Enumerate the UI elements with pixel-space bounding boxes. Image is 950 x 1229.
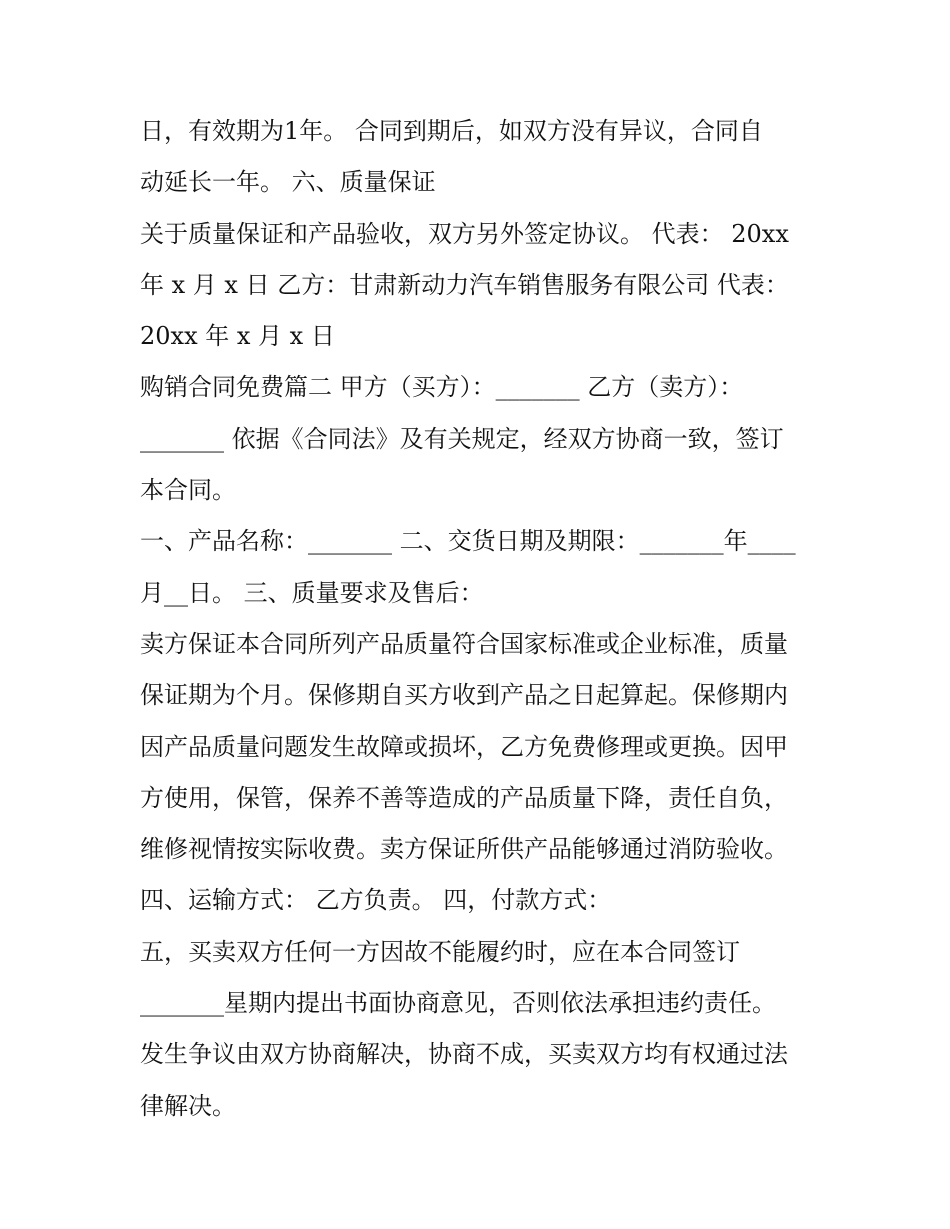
text-line: 关于质量保证和产品验收，双方另外签定协议。 代表： 20xx bbox=[140, 219, 789, 248]
text-line: _______星期内提出书面协商意见，否则依法承担违约责任。 bbox=[140, 989, 776, 1018]
text-line: 维修视情按实际收费。卖方保证所供产品能够通过消防验收。 bbox=[140, 835, 788, 864]
text-line: 律解决。 bbox=[140, 1091, 236, 1120]
text-line: 动延长一年。 六、质量保证 bbox=[140, 168, 436, 197]
text-line: 四、运输方式： 乙方负责。 四，付款方式： bbox=[140, 886, 612, 915]
document-body bbox=[140, 106, 820, 1132]
text-line: 购销合同免费篇二 甲方（买方）：_______ 乙方（卖方）： bbox=[140, 373, 744, 402]
text-line: _______ 依据《合同法》及有关规定，经双方协商一致，签订 bbox=[140, 424, 784, 453]
text-line: 年 x 月 x 日 乙方：甘肃新动力汽车销售服务有限公司 代表： bbox=[140, 270, 789, 299]
text-line: 本合同。 bbox=[140, 476, 236, 505]
text-line: 月__日。 三、质量要求及售后： bbox=[140, 578, 484, 607]
text-line: 卖方保证本合同所列产品质量符合国家标准或企业标准，质量 bbox=[140, 629, 788, 658]
text-line: 因产品质量问题发生故障或损坏，乙方免费修理或更换。因甲 bbox=[140, 732, 788, 761]
text-line: 发生争议由双方协商解决，协商不成，买卖双方均有权通过法 bbox=[140, 1040, 788, 1069]
text-line: 20xx 年 x 月 x 日 bbox=[140, 322, 335, 351]
text-line: 日，有效期为1年。 合同到期后，如双方没有异议，合同自 bbox=[140, 117, 763, 145]
text-line: 一、产品名称：_______ 二、交货日期及期限：_______年____ bbox=[140, 527, 796, 556]
text-line: 方使用，保管，保养不善等造成的产品质量下降，责任自负， bbox=[140, 783, 788, 812]
text-line: 五，买卖双方任何一方因故不能履约时，应在本合同签订 bbox=[140, 937, 740, 966]
text-line: 保证期为个月。保修期自买方收到产品之日起算起。保修期内 bbox=[140, 681, 788, 710]
